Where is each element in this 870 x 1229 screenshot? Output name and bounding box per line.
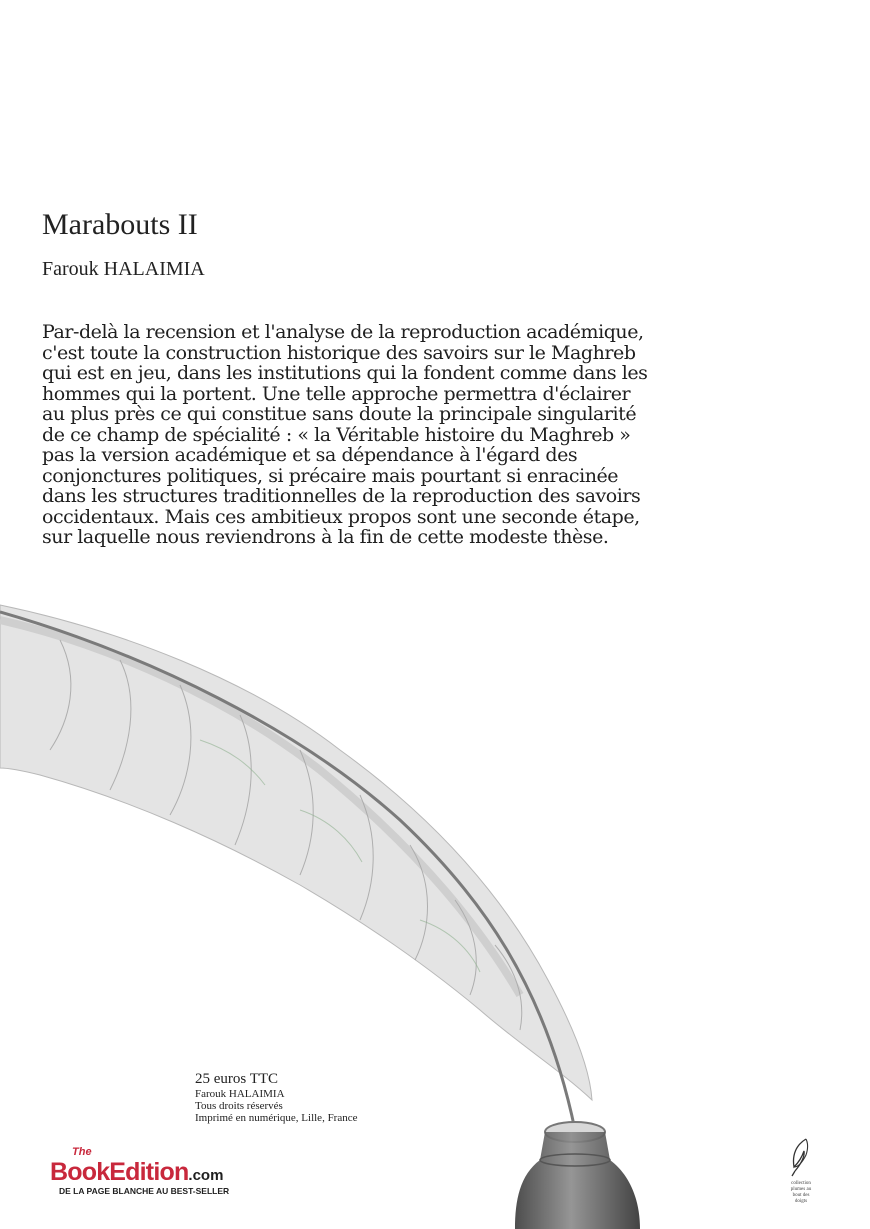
collection-caption-4: doigts [794, 1199, 808, 1204]
logo-tagline: DE LA PAGE BLANCHE AU BEST-SELLER [59, 1186, 230, 1196]
logo-wordmark [50, 1158, 229, 1187]
logo-name: BookEditi [50, 1158, 160, 1186]
book-author: Farouk HALAIMIA [42, 258, 205, 280]
book-title: Marabouts II [42, 208, 198, 241]
printing-notice: Imprimé en numérique, Lille, France [195, 1112, 358, 1124]
collection-mark [779, 1137, 823, 1205]
collection-caption-2: plumes au [790, 1187, 812, 1192]
back-cover-summary: Par-delà la recension et l'analyse de la reproduction académique, c'est toute la construction historique des savoirs sur le Maghreb qui est en jeu, dans les institutions qui la fondent comme dans les hommes qui la portent. Une telle approche permettra d'éclairer au plus près ce qui constitue sans doute la principale singularité de ce champ de spécialité : « la Véritable histoire du Maghreb » pas la version académique et sa dépendance à l'égard des conjonctures politiques, si précaire mais pourtant si enracinée dans les structures traditionnelles de la reproduction des savoirs occidentaux. Mais ces ambitieux propos sont une seconde étape, sur laquelle nous reviendrons à la fin de cette modeste thèse. [42, 321, 648, 548]
quill-and-inkwell-icon [0, 600, 870, 1229]
logo-prefix: The [72, 1146, 92, 1158]
logo-domain: .com [188, 1167, 224, 1184]
price: 25 euros TTC [195, 1071, 279, 1087]
colophon [195, 1071, 358, 1124]
quill-icon [786, 1137, 816, 1177]
logo-name-suffix: on [159, 1158, 189, 1186]
publisher-logo [50, 1146, 230, 1196]
collection-caption-3: bout des [792, 1193, 810, 1198]
collection-caption-1: collection [791, 1181, 811, 1186]
colophon-author: Farouk HALAIMIA [195, 1088, 285, 1100]
rights-notice: Tous droits réservés [195, 1100, 283, 1112]
